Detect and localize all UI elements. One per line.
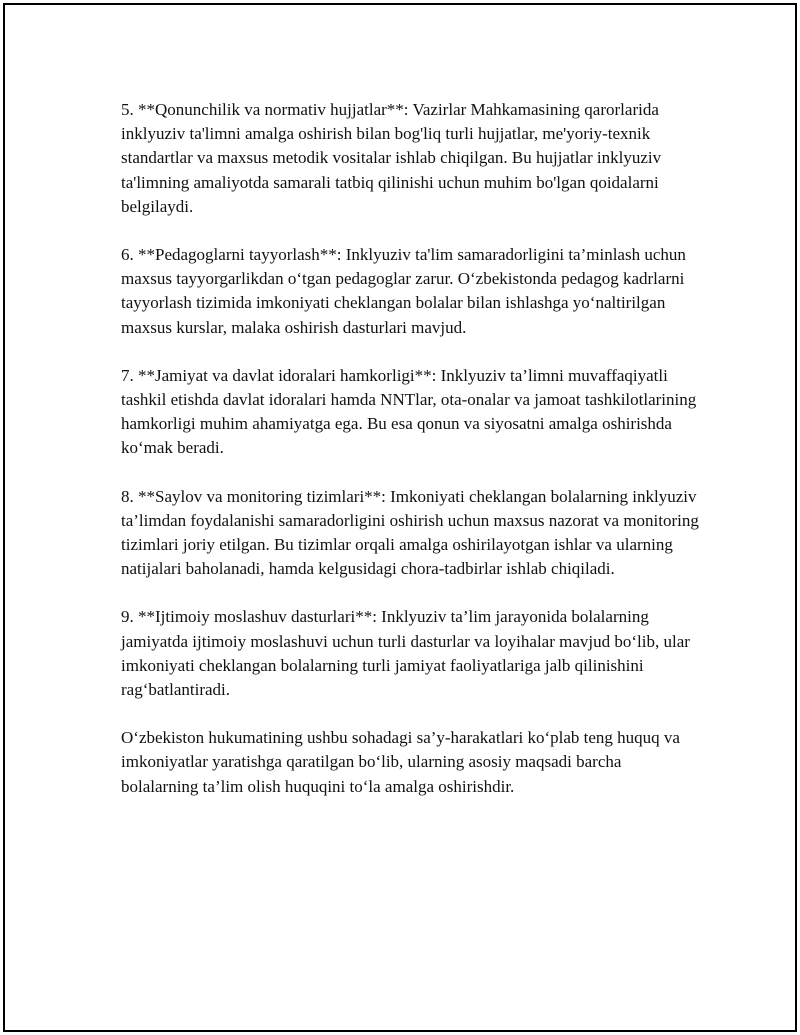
- document-body: [121, 98, 701, 823]
- paragraph-cooperation: 7. **Jamiyat va davlat idoralari hamkorligi**: Inklyuziv ta’limni muvaffaqiyatli tashkil etishda davlat idoralari hamda NNTlar, ota-onalar va jamoat tashkilotlarining hamkorligi muhim ahamiyatga ega. Bu esa qonun va siyosatni amalga oshirishda ko‘mak beradi.: [121, 365, 697, 458]
- paragraph-legislation: 5. **Qonunchilik va normativ hujjatlar**: Vazirlar Mahkamasining qarorlarida inklyuziv ta'limni amalga oshirish bilan bog'liq turli hujjatlar, me'yoriy-texnik standartlar va maxsus metodik vositalar ishlab chiqilgan. Bu hujjatlar inklyuziv ta'limning amaliyotda samarali tatbiq qilinishi uchun muhim bo'lgan qoidalarni belgilaydi.: [121, 100, 662, 216]
- paragraph-social-adaptation: 9. **Ijtimoiy moslashuv dasturlari**: Inklyuziv ta’lim jarayonida bolalarning jamiyatda ijtimoiy moslashuvi uchun turli dasturlar va loyihalar mavjud bo‘lib, ular imkoniyati cheklangan bolalarning turli jamiyat faoliyatlariga jalb qilinishini rag‘batlantiradi.: [121, 607, 690, 700]
- page-frame: [3, 3, 797, 1032]
- paragraph-teacher-training: 6. **Pedagoglarni tayyorlash**: Inklyuziv ta'lim samaradorligini ta’minlash uchun maxsus tayyorgarlikdan o‘tgan pedagoglar zarur. O‘zbekistonda pedagog kadrlarni tayyorlash tizimida imkoniyati cheklangan bolalar bilan ishlashga yo‘naltirilgan maxsus kurslar, malaka oshirish dasturlari mavjud.: [121, 245, 686, 337]
- paragraph-monitoring: 8. **Saylov va monitoring tizimlari**: Imkoniyati cheklangan bolalarning inklyuziv ta’limdan foydalanishi samaradorligini oshirish uchun maxsus nazorat va monitoring tizimlari joriy etilgan. Bu tizimlar orqali amalga oshirilayotgan ishlar va ularning natijalari baholanadi, hamda kelgusidagi chora-tadbirlar ishlab chiqiladi.: [121, 486, 699, 579]
- paragraph-conclusion: O‘zbekiston hukumatining ushbu sohadagi sa’y-harakatlari ko‘plab teng huquq va imkoniyatlar yaratishga qaratilgan bo‘lib, ularning asosiy maqsadi barcha bolalarning ta’lim olish huquqini to‘la amalga oshirishdir.: [121, 728, 680, 796]
